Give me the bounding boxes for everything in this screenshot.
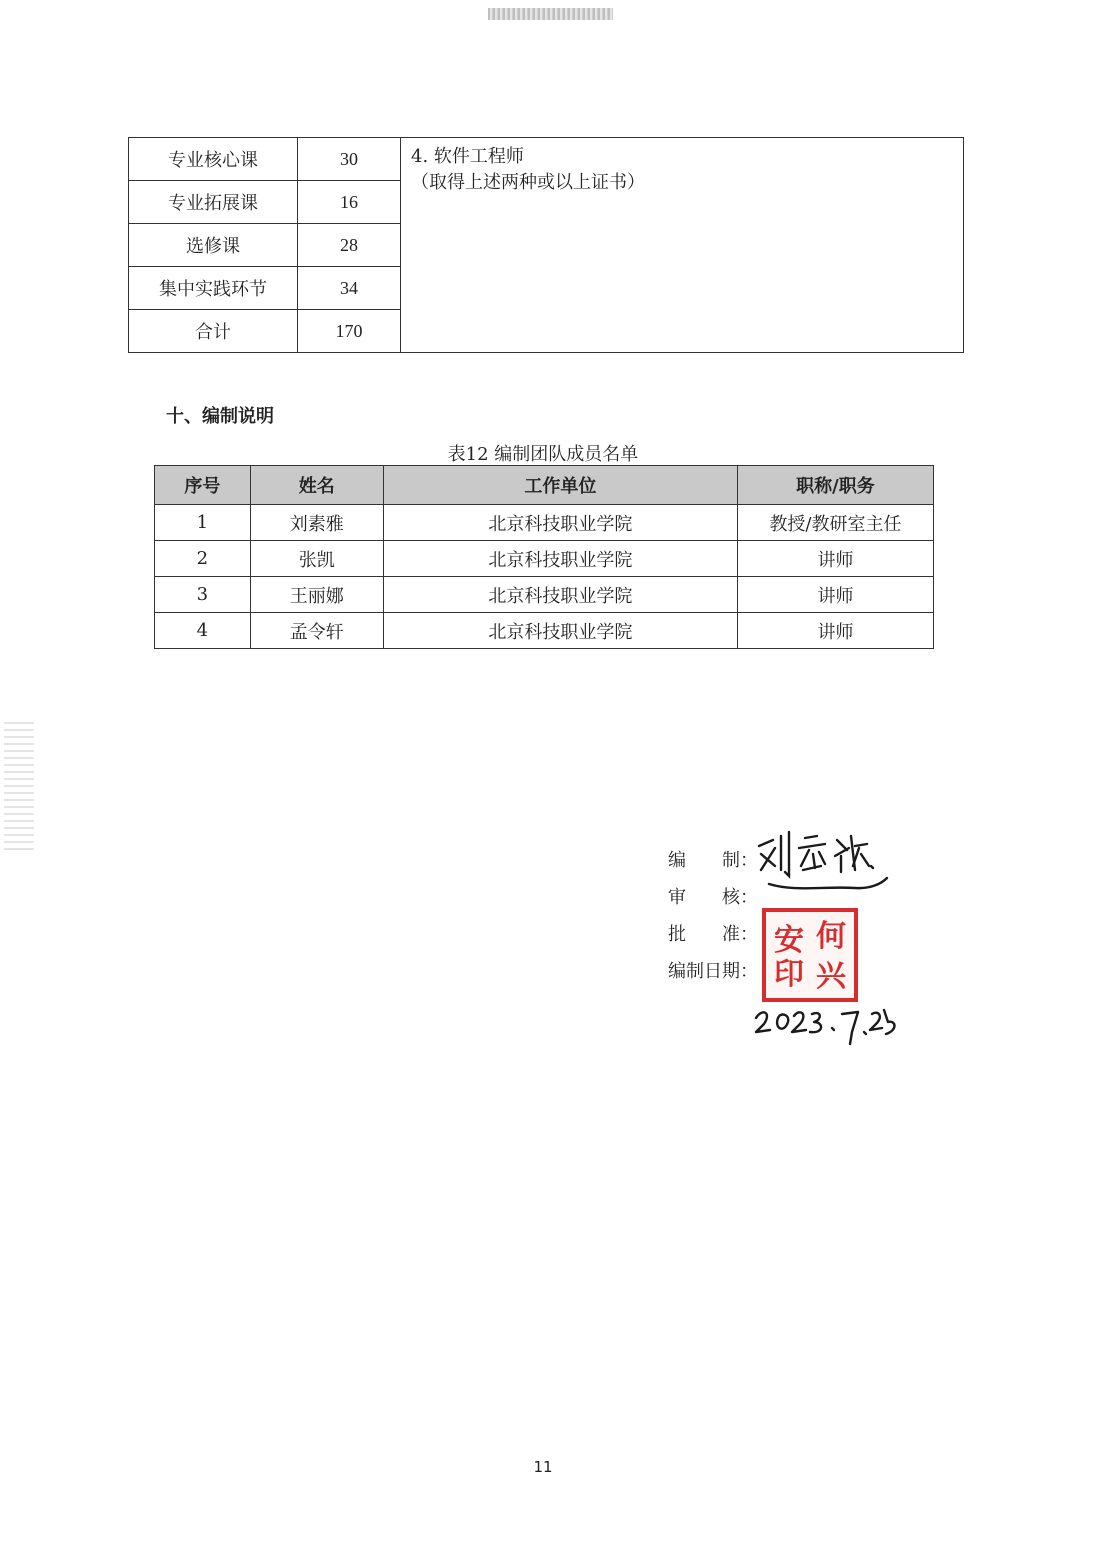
approved-by-label: 批 准： (668, 924, 758, 945)
table-caption: 表12 编制团队成员名单 (447, 444, 639, 465)
course-category: 专业拓展课 (129, 181, 298, 224)
member-name: 刘素雅 (250, 505, 383, 541)
course-credits: 34 (298, 267, 401, 310)
certificate-cell (401, 138, 964, 353)
course-category: 专业核心课 (129, 138, 298, 181)
member-index: 3 (155, 577, 251, 613)
table-row (155, 577, 934, 613)
course-credits: 28 (298, 224, 401, 267)
red-seal-stamp: 安 何 印 兴 (762, 908, 858, 1002)
table-header-row (155, 466, 934, 505)
credits-table (128, 137, 964, 353)
member-name: 孟令轩 (250, 613, 383, 649)
member-employer: 北京科技职业学院 (383, 505, 737, 541)
handwritten-date (752, 1000, 902, 1048)
member-title: 讲师 (737, 541, 933, 577)
certificate-note: （取得上述两种或以上证书） (411, 172, 645, 193)
member-index: 2 (155, 541, 251, 577)
member-employer: 北京科技职业学院 (383, 541, 737, 577)
table-row (155, 541, 934, 577)
section-title: 十、编制说明 (166, 406, 274, 427)
member-index: 4 (155, 613, 251, 649)
course-credits: 16 (298, 181, 401, 224)
page-number: 11 (533, 1458, 553, 1476)
course-category: 选修课 (129, 224, 298, 267)
total-label: 合计 (129, 310, 298, 353)
prepared-by-label: 编 制： (668, 850, 758, 871)
date-label: 编制日期： (668, 961, 758, 982)
member-employer: 北京科技职业学院 (383, 577, 737, 613)
member-index: 1 (155, 505, 251, 541)
scan-artifact-left (4, 720, 34, 850)
table-row (155, 505, 934, 541)
table-row (155, 613, 934, 649)
reviewed-by-label: 审 核： (668, 887, 758, 908)
handwritten-signature (755, 826, 895, 896)
member-title: 讲师 (737, 577, 933, 613)
column-header-employer: 工作单位 (383, 466, 737, 505)
course-credits: 30 (298, 138, 401, 181)
member-employer: 北京科技职业学院 (383, 613, 737, 649)
column-header-title: 职称/职务 (737, 466, 933, 505)
course-category: 集中实践环节 (129, 267, 298, 310)
column-header-index: 序号 (155, 466, 251, 505)
member-name: 张凯 (250, 541, 383, 577)
table-row (129, 138, 964, 181)
column-header-name: 姓名 (250, 466, 383, 505)
member-title: 讲师 (737, 613, 933, 649)
member-name: 王丽娜 (250, 577, 383, 613)
scan-artifact-top (488, 8, 613, 20)
members-table (154, 465, 934, 649)
total-credits: 170 (298, 310, 401, 353)
member-title: 教授/教研室主任 (737, 505, 933, 541)
certificate-item: 4. 软件工程师 (411, 146, 524, 167)
